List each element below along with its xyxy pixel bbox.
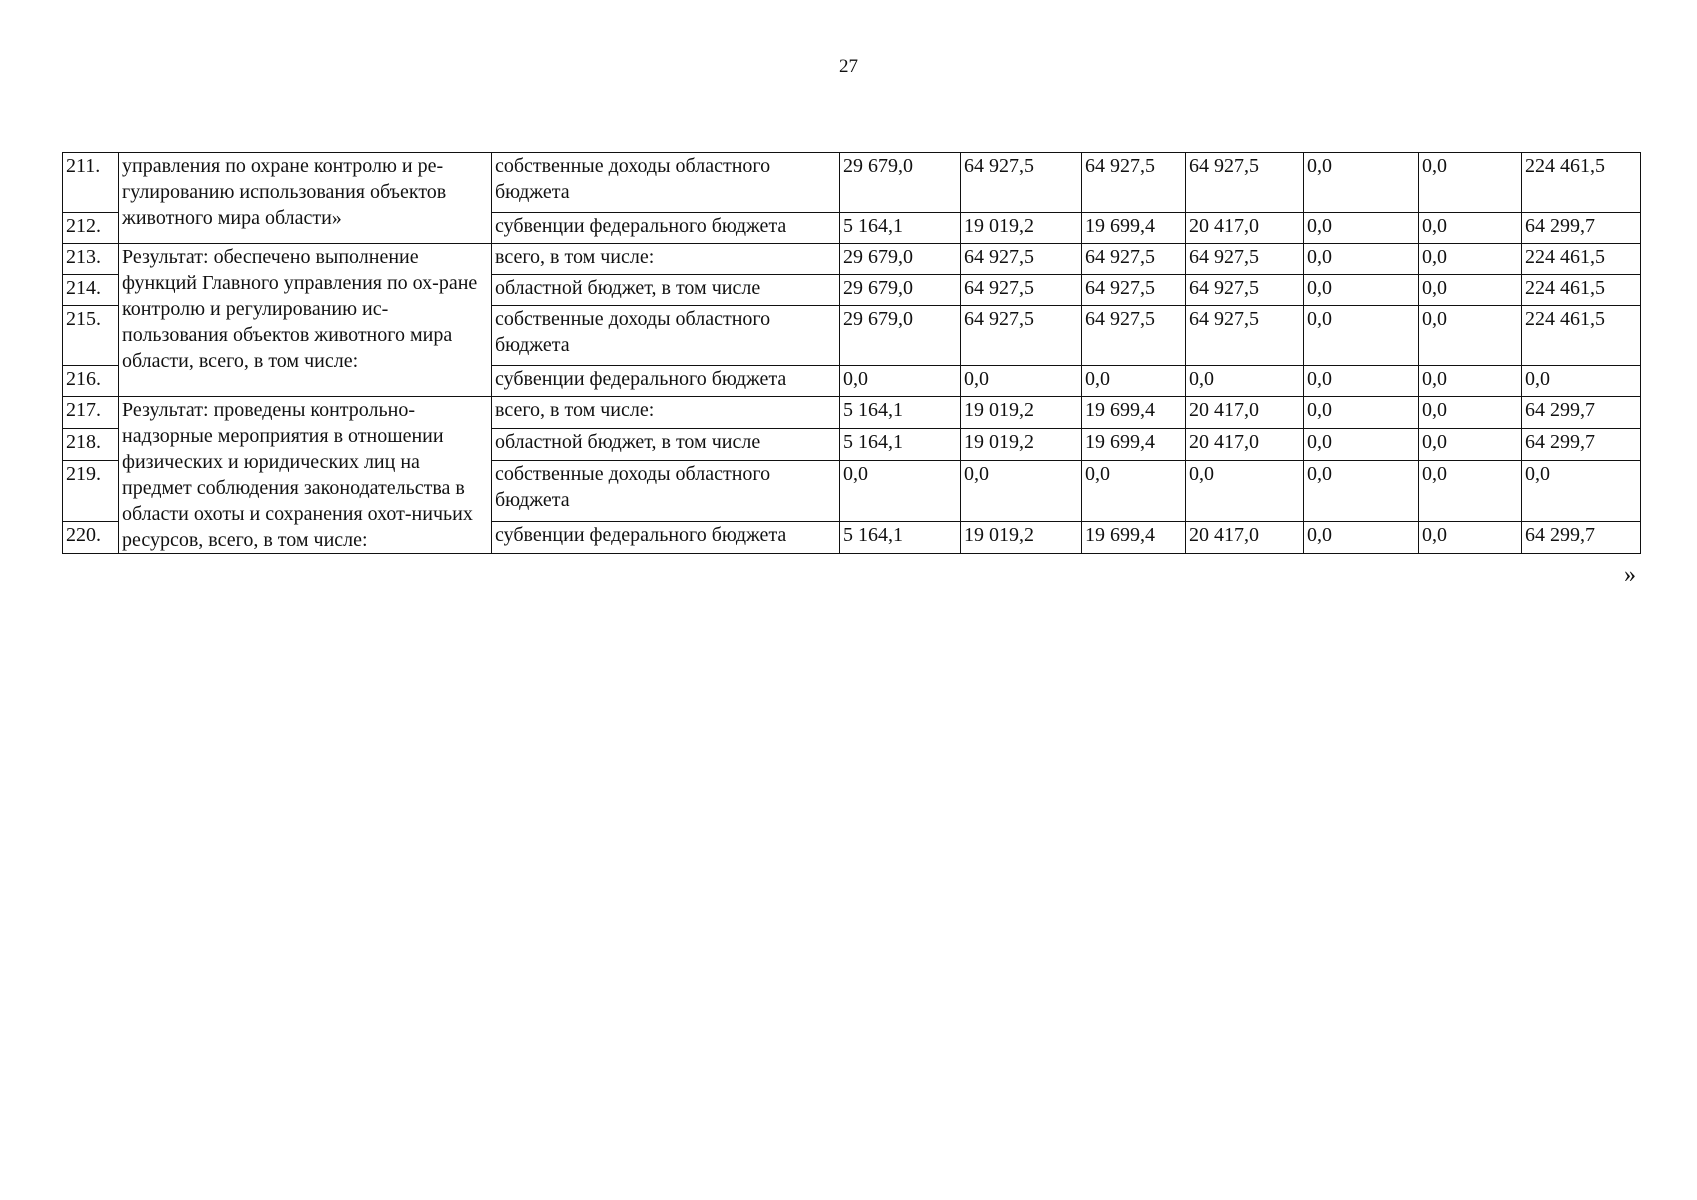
row-number: 219. — [63, 460, 119, 522]
table-row — [63, 397, 1641, 429]
value-cell: 64 927,5 — [1082, 275, 1186, 306]
value-cell: 0,0 — [1419, 460, 1522, 522]
value-cell: 19 019,2 — [961, 397, 1082, 429]
funding-source: субвенции федерального бюджета — [492, 522, 840, 554]
value-cell: 64 927,5 — [1186, 244, 1304, 275]
value-cell: 64 299,7 — [1522, 522, 1641, 554]
table-row — [63, 153, 1641, 213]
row-number: 220. — [63, 522, 119, 554]
value-cell: 0,0 — [1304, 522, 1419, 554]
row-description: Результат: обеспечено выполнение функций Главного управления по ох-ране контролю и регулированию ис-пользования объектов животного мира области, всего, в том числе: — [119, 244, 492, 397]
value-cell: 64 927,5 — [1082, 306, 1186, 366]
value-cell: 29 679,0 — [840, 306, 961, 366]
value-cell: 64 927,5 — [1082, 153, 1186, 213]
value-cell: 64 927,5 — [961, 153, 1082, 213]
value-cell: 0,0 — [1082, 366, 1186, 397]
page-number: 27 — [839, 56, 858, 77]
funding-source: субвенции федерального бюджета — [492, 213, 840, 244]
funding-source: субвенции федерального бюджета — [492, 366, 840, 397]
value-cell: 19 699,4 — [1082, 522, 1186, 554]
value-cell: 0,0 — [1304, 366, 1419, 397]
value-cell: 224 461,5 — [1522, 153, 1641, 213]
value-cell: 0,0 — [1304, 244, 1419, 275]
value-cell: 0,0 — [840, 366, 961, 397]
funding-source: областной бюджет, в том числе — [492, 428, 840, 460]
row-description: управления по охране контролю и ре-гулированию использования объектов животного мира области» — [119, 153, 492, 244]
value-cell: 0,0 — [1419, 213, 1522, 244]
budget-table — [62, 152, 1641, 554]
value-cell: 20 417,0 — [1186, 397, 1304, 429]
value-cell: 0,0 — [1522, 460, 1641, 522]
value-cell: 0,0 — [961, 366, 1082, 397]
value-cell: 29 679,0 — [840, 275, 961, 306]
value-cell: 64 299,7 — [1522, 213, 1641, 244]
value-cell: 224 461,5 — [1522, 275, 1641, 306]
value-cell: 19 019,2 — [961, 213, 1082, 244]
value-cell: 64 927,5 — [1082, 244, 1186, 275]
funding-source: всего, в том числе: — [492, 397, 840, 429]
value-cell: 0,0 — [1419, 522, 1522, 554]
row-number: 212. — [63, 213, 119, 244]
value-cell: 0,0 — [1419, 306, 1522, 366]
value-cell: 224 461,5 — [1522, 306, 1641, 366]
value-cell: 0,0 — [1304, 275, 1419, 306]
row-number: 211. — [63, 153, 119, 213]
value-cell: 64 299,7 — [1522, 428, 1641, 460]
funding-source: всего, в том числе: — [492, 244, 840, 275]
value-cell: 224 461,5 — [1522, 244, 1641, 275]
value-cell: 0,0 — [961, 460, 1082, 522]
value-cell: 0,0 — [1082, 460, 1186, 522]
value-cell: 0,0 — [1419, 275, 1522, 306]
value-cell: 20 417,0 — [1186, 428, 1304, 460]
value-cell: 0,0 — [1186, 366, 1304, 397]
value-cell: 19 699,4 — [1082, 213, 1186, 244]
table-row — [63, 244, 1641, 275]
row-number: 218. — [63, 428, 119, 460]
value-cell: 20 417,0 — [1186, 522, 1304, 554]
value-cell: 0,0 — [1304, 460, 1419, 522]
value-cell: 64 927,5 — [961, 275, 1082, 306]
value-cell: 64 927,5 — [961, 306, 1082, 366]
value-cell: 19 699,4 — [1082, 428, 1186, 460]
closing-quote-mark: » — [1624, 562, 1636, 588]
row-number: 213. — [63, 244, 119, 275]
value-cell: 0,0 — [1522, 366, 1641, 397]
value-cell: 64 927,5 — [1186, 153, 1304, 213]
value-cell: 64 927,5 — [1186, 275, 1304, 306]
row-number: 217. — [63, 397, 119, 429]
value-cell: 0,0 — [1419, 428, 1522, 460]
funding-source: собственные доходы областного бюджета — [492, 460, 840, 522]
value-cell: 0,0 — [1419, 244, 1522, 275]
value-cell: 19 019,2 — [961, 428, 1082, 460]
value-cell: 0,0 — [1304, 153, 1419, 213]
value-cell: 29 679,0 — [840, 244, 961, 275]
funding-source: областной бюджет, в том числе — [492, 275, 840, 306]
value-cell: 5 164,1 — [840, 397, 961, 429]
row-number: 215. — [63, 306, 119, 366]
value-cell: 5 164,1 — [840, 428, 961, 460]
value-cell: 0,0 — [1186, 460, 1304, 522]
row-number: 216. — [63, 366, 119, 397]
value-cell: 5 164,1 — [840, 213, 961, 244]
value-cell: 0,0 — [1304, 428, 1419, 460]
value-cell: 0,0 — [1419, 153, 1522, 213]
value-cell: 19 699,4 — [1082, 397, 1186, 429]
value-cell: 29 679,0 — [840, 153, 961, 213]
funding-source: собственные доходы областного бюджета — [492, 153, 840, 213]
value-cell: 64 299,7 — [1522, 397, 1641, 429]
value-cell: 0,0 — [1304, 397, 1419, 429]
value-cell: 0,0 — [1304, 213, 1419, 244]
value-cell: 0,0 — [1304, 306, 1419, 366]
value-cell: 20 417,0 — [1186, 213, 1304, 244]
value-cell: 0,0 — [1419, 397, 1522, 429]
value-cell: 19 019,2 — [961, 522, 1082, 554]
value-cell: 64 927,5 — [1186, 306, 1304, 366]
row-description: Результат: проведены контрольно-надзорные мероприятия в отношении физических и юридических лиц на предмет соблюдения законодательства в области охоты и сохранения охот-ничьих ресурсов, всего, в том числе: — [119, 397, 492, 554]
funding-source: собственные доходы областного бюджета — [492, 306, 840, 366]
row-number: 214. — [63, 275, 119, 306]
value-cell: 5 164,1 — [840, 522, 961, 554]
value-cell: 0,0 — [1419, 366, 1522, 397]
value-cell: 64 927,5 — [961, 244, 1082, 275]
value-cell: 0,0 — [840, 460, 961, 522]
